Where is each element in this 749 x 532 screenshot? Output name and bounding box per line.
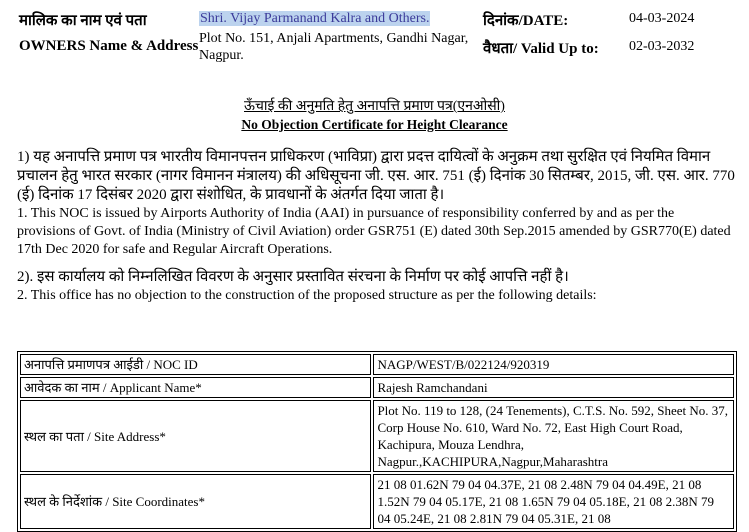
owner-address-line1: Plot No. 151, Anjali Apartments, Gandhi Nagar, [199, 31, 469, 46]
date-label: दिनांक/DATE: [483, 13, 569, 29]
paragraph-2-english: 2. This office has no objection to the construction of the proposed structure as per the following details: [17, 288, 597, 303]
noc-id-label: अनापत्ति प्रमाणपत्र आईडी / NOC ID [20, 354, 371, 375]
owner-name-highlight: Shri. Vijay Parmanand Kalra and Others. [200, 11, 430, 26]
site-address-value: Plot No. 119 to 128, (24 Tenements), C.T.S. No. 592, Sheet No. 37, Corp House No. 610, Ward No. 72, East High Court Road, Kachipura, Mouza Lendhra, Nagpur.,KACHIPURA,Nagpur,Maharashtra [373, 400, 734, 472]
paragraph-2-hindi: 2). इस कार्यालय को निम्नलिखित विवरण के अनुसार प्रस्तावित संरचना के निर्माण पर कोई आपत्ति नहीं है। [17, 269, 569, 285]
owner-label-hindi: मालिक का नाम एवं पता [19, 13, 147, 29]
table-row [20, 400, 734, 472]
noc-details-table [17, 351, 737, 532]
date-value: 04-03-2024 [629, 11, 695, 26]
table-row [20, 377, 734, 398]
table-row [20, 354, 734, 375]
owner-label-english: OWNERS Name & Address [19, 38, 199, 54]
applicant-name-label: आवेदक का नाम / Applicant Name* [20, 377, 371, 398]
title-english: No Objection Certificate for Height Clearance [241, 117, 508, 132]
applicant-name-value: Rajesh Ramchandani [373, 377, 734, 398]
validity-label: वैधता/ Valid Up to: [483, 41, 599, 57]
owner-name [199, 11, 430, 27]
site-coordinates-label: स्थल के निर्देशांक / Site Coordinates* [20, 474, 371, 529]
noc-id-value: NAGP/WEST/B/022124/920319 [373, 354, 734, 375]
paragraph-1-english: 1. This NOC is issued by Airports Authority of India (AAI) in pursuance of responsibility conferred by and as per the provisions of Govt. of India (Ministry of Civil Aviation) order GSR751 (E) dated 30th Sep.2015 amended by GSR770(E) dated 17th Dec 2020 for safe and Regular Aircraft Operations. [17, 206, 731, 257]
site-coordinates-value: 21 08 01.62N 79 04 04.37E, 21 08 2.48N 79 04 04.49E, 21 08 1.52N 79 04 05.17E, 21 08 1.65N 79 04 05.18E, 21 08 2.38N 79 04 05.24E, 21 08 2.81N 79 04 05.31E, 21 08 [373, 474, 734, 529]
owner-address-line2: Nagpur. [199, 48, 244, 63]
site-address-label: स्थल का पता / Site Address* [20, 400, 371, 472]
paragraph-1-hindi: 1) यह अनापत्ति प्रमाण पत्र भारतीय विमानपत्तन प्राधिकरण (भाविप्रा) द्वारा प्रदत्त दायित्वों के अनुक्रम तथा सुरक्षित एवं नियमित विमान प्रचालन हेतु भारत सरकार (नागर विमानन मंत्रालय) की अधिसूचना जी. एस. आर. 751 (ई) दिनांक 30 सितम्बर, 2015, जी. एस. आर. 770 (ई) दिनांक 17 दिसंबर 2020 द्वारा संशोधित, के प्रावधानों के अंतर्गत दिया जाता है। [17, 149, 735, 203]
validity-value: 02-03-2032 [629, 39, 695, 54]
title-hindi: ऊँचाई की अनुमति हेतु अनापत्ति प्रमाण पत्र(एनओसी) [244, 99, 505, 114]
table-row [20, 474, 734, 529]
